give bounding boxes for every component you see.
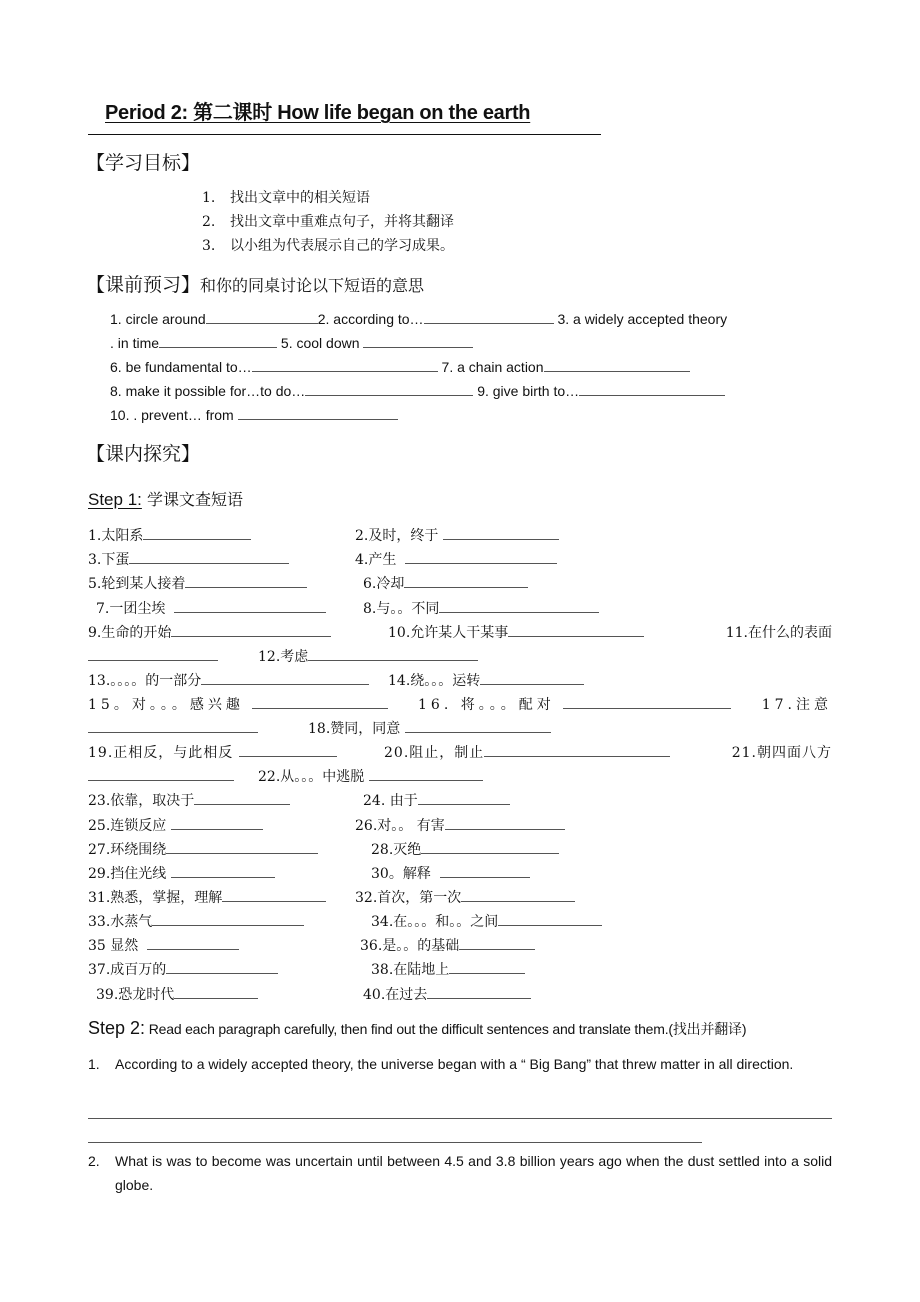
preview-row-1: 1. circle around 2. according to… 3. a widely accepted theory: [110, 311, 728, 327]
answer-blank[interactable]: [445, 815, 565, 830]
phrase-item: 29.挡住光线: [88, 863, 275, 883]
answer-blank[interactable]: [171, 622, 331, 637]
phrase-item: [88, 646, 218, 665]
phrase-item: 7.一团尘埃: [96, 598, 326, 618]
goals-heading: 【学习目标】: [86, 152, 201, 174]
answer-blank[interactable]: [405, 718, 551, 733]
page-title: Period 2: 第二课时 How life began on the earth: [105, 102, 531, 124]
translation-line[interactable]: [88, 1118, 832, 1119]
answer-blank[interactable]: [143, 525, 251, 540]
answer-blank[interactable]: [88, 718, 258, 733]
answer-blank[interactable]: [579, 381, 725, 396]
answer-blank[interactable]: [252, 694, 388, 709]
phrase-item: 12.考虑: [258, 646, 478, 666]
answer-blank[interactable]: [439, 598, 599, 613]
phrase-item: 31.熟悉，掌握，理解: [88, 887, 326, 907]
answer-blank[interactable]: [159, 333, 277, 348]
answer-blank[interactable]: [238, 405, 398, 420]
step2-heading: Step 2: Read each paragraph carefully, then find out the difficult sentences and translate them.(找出并翻译): [88, 1018, 747, 1038]
phrase-item: 22.从。。。中逃脱: [258, 766, 483, 786]
phrase-item: 35 显然: [88, 935, 239, 955]
phrase-item: 14.绕。。。运转: [388, 670, 584, 690]
phrase-item: 5.轮到某人接着: [88, 573, 307, 593]
phrase-item: 20.阻止，制止: [384, 742, 670, 762]
answer-blank[interactable]: [308, 646, 478, 661]
answer-blank[interactable]: [305, 381, 473, 396]
answer-blank[interactable]: [239, 742, 337, 757]
answer-blank[interactable]: [449, 959, 525, 974]
translation-line[interactable]: [88, 1142, 702, 1143]
phrase-item: 25.连锁反应: [88, 815, 263, 835]
phrase-item: 30。解释: [371, 863, 530, 883]
phrase-item: 32.首次，第一次: [355, 887, 575, 907]
answer-blank[interactable]: [480, 670, 584, 685]
phrase-item: 26.对。。 有害: [355, 815, 565, 835]
answer-blank[interactable]: [461, 887, 575, 902]
goal-item: 1. 找出文章中的相关短语: [202, 190, 370, 206]
answer-blank[interactable]: [418, 790, 510, 805]
phrase-item: 15。对。。。感兴趣: [88, 694, 388, 714]
phrase-item: 21.朝四面八方: [731, 745, 832, 761]
phrase-item: 4.产生: [355, 549, 557, 569]
phrase-item: 36.是。。的基础: [360, 935, 535, 955]
preview-heading: 【课前预习】和你的同桌讨论以下短语的意思: [86, 274, 425, 296]
answer-blank[interactable]: [88, 766, 234, 781]
answer-blank[interactable]: [194, 790, 290, 805]
phrase-item: [88, 766, 234, 785]
sentence-item: 2. What is was to become was uncertain until between 4.5 and 3.8 billion years ago when the dust settled into a solid globe.: [88, 1153, 832, 1193]
answer-blank[interactable]: [152, 911, 304, 926]
phrase-item: 23.依靠，取决于: [88, 790, 290, 810]
phrase-item: 24. 由于: [363, 790, 510, 810]
answer-blank[interactable]: [427, 984, 531, 999]
answer-blank[interactable]: [443, 525, 559, 540]
goal-item: 3. 以小组为代表展示自己的学习成果。: [202, 238, 454, 254]
answer-blank[interactable]: [563, 694, 731, 709]
phrase-item: 6.冷却: [363, 573, 528, 593]
phrase-item: 18.赞同，同意: [308, 718, 551, 738]
phrase-item: 2.及时，终于: [355, 525, 559, 545]
phrase-item: 11.在什么的表面: [725, 625, 832, 641]
answer-blank[interactable]: [440, 863, 530, 878]
answer-blank[interactable]: [201, 670, 369, 685]
phrase-item: 40.在过去: [363, 984, 531, 1004]
answer-blank[interactable]: [88, 646, 218, 661]
answer-blank[interactable]: [129, 549, 289, 564]
phrase-item: 34.在。。。和。。之间: [371, 911, 602, 931]
answer-blank[interactable]: [174, 984, 258, 999]
phrase-item: 1.太阳系: [88, 525, 251, 545]
answer-blank[interactable]: [166, 839, 318, 854]
phrase-item: 8.与。。不同: [363, 598, 599, 618]
phrase-item: [88, 718, 258, 737]
answer-blank[interactable]: [185, 573, 307, 588]
sentence-item: 1. According to a widely accepted theory, the universe began with a “ Big Bang” that threw matter in all direction.: [88, 1056, 794, 1072]
preview-instruction: 和你的同桌讨论以下短语的意思: [200, 276, 425, 295]
preview-row-5: 10. . prevent… from: [110, 405, 398, 423]
answer-blank[interactable]: [484, 742, 670, 757]
step1-heading: Step 1: 学课文查短语: [88, 490, 243, 509]
answer-blank[interactable]: [508, 622, 644, 637]
phrase-item: 9.生命的开始: [88, 622, 331, 642]
phrase-item: 17.注意: [761, 697, 832, 713]
phrase-item: 38.在陆地上: [371, 959, 525, 979]
phrase-item: 19.正相反，与此相反: [88, 742, 337, 762]
preview-row-4: 8. make it possible for…to do… 9. give birth to…: [110, 381, 725, 399]
preview-row-2: . in time 5. cool down: [110, 333, 473, 351]
answer-blank[interactable]: [147, 935, 239, 950]
answer-blank[interactable]: [421, 839, 559, 854]
preview-row-3: 6. be fundamental to… 7. a chain action: [110, 357, 690, 375]
answer-blank[interactable]: [171, 815, 263, 830]
answer-blank[interactable]: [404, 573, 528, 588]
phrase-item: 33.水蒸气: [88, 911, 304, 931]
phrase-item: 37.成百万的: [88, 959, 278, 979]
phrase-item: 13.。。。。的一部分: [88, 670, 369, 690]
answer-blank[interactable]: [498, 911, 602, 926]
answer-blank[interactable]: [206, 309, 318, 324]
explore-heading: 【课内探究】: [86, 443, 201, 465]
answer-blank[interactable]: [166, 959, 278, 974]
answer-blank[interactable]: [459, 935, 535, 950]
phrase-item: 10.允许某人干某事: [388, 622, 644, 642]
answer-blank[interactable]: [363, 333, 473, 348]
answer-blank[interactable]: [544, 357, 690, 372]
phrase-item: 3.下蛋: [88, 549, 289, 569]
answer-blank[interactable]: [174, 598, 326, 613]
phrase-item: 16. 将。。。配对: [418, 694, 731, 714]
title-divider: [88, 134, 601, 135]
answer-blank[interactable]: [405, 549, 557, 564]
goal-item: 2. 找出文章中重难点句子，并将其翻译: [202, 214, 454, 230]
answer-blank[interactable]: [222, 887, 326, 902]
answer-blank[interactable]: [424, 309, 554, 324]
answer-blank[interactable]: [171, 863, 275, 878]
phrase-item: 27.环绕围绕: [88, 839, 318, 859]
answer-blank[interactable]: [252, 357, 438, 372]
answer-blank[interactable]: [369, 766, 483, 781]
phrase-item: 39.恐龙时代: [96, 984, 258, 1004]
phrase-item: 28.灭绝: [371, 839, 559, 859]
